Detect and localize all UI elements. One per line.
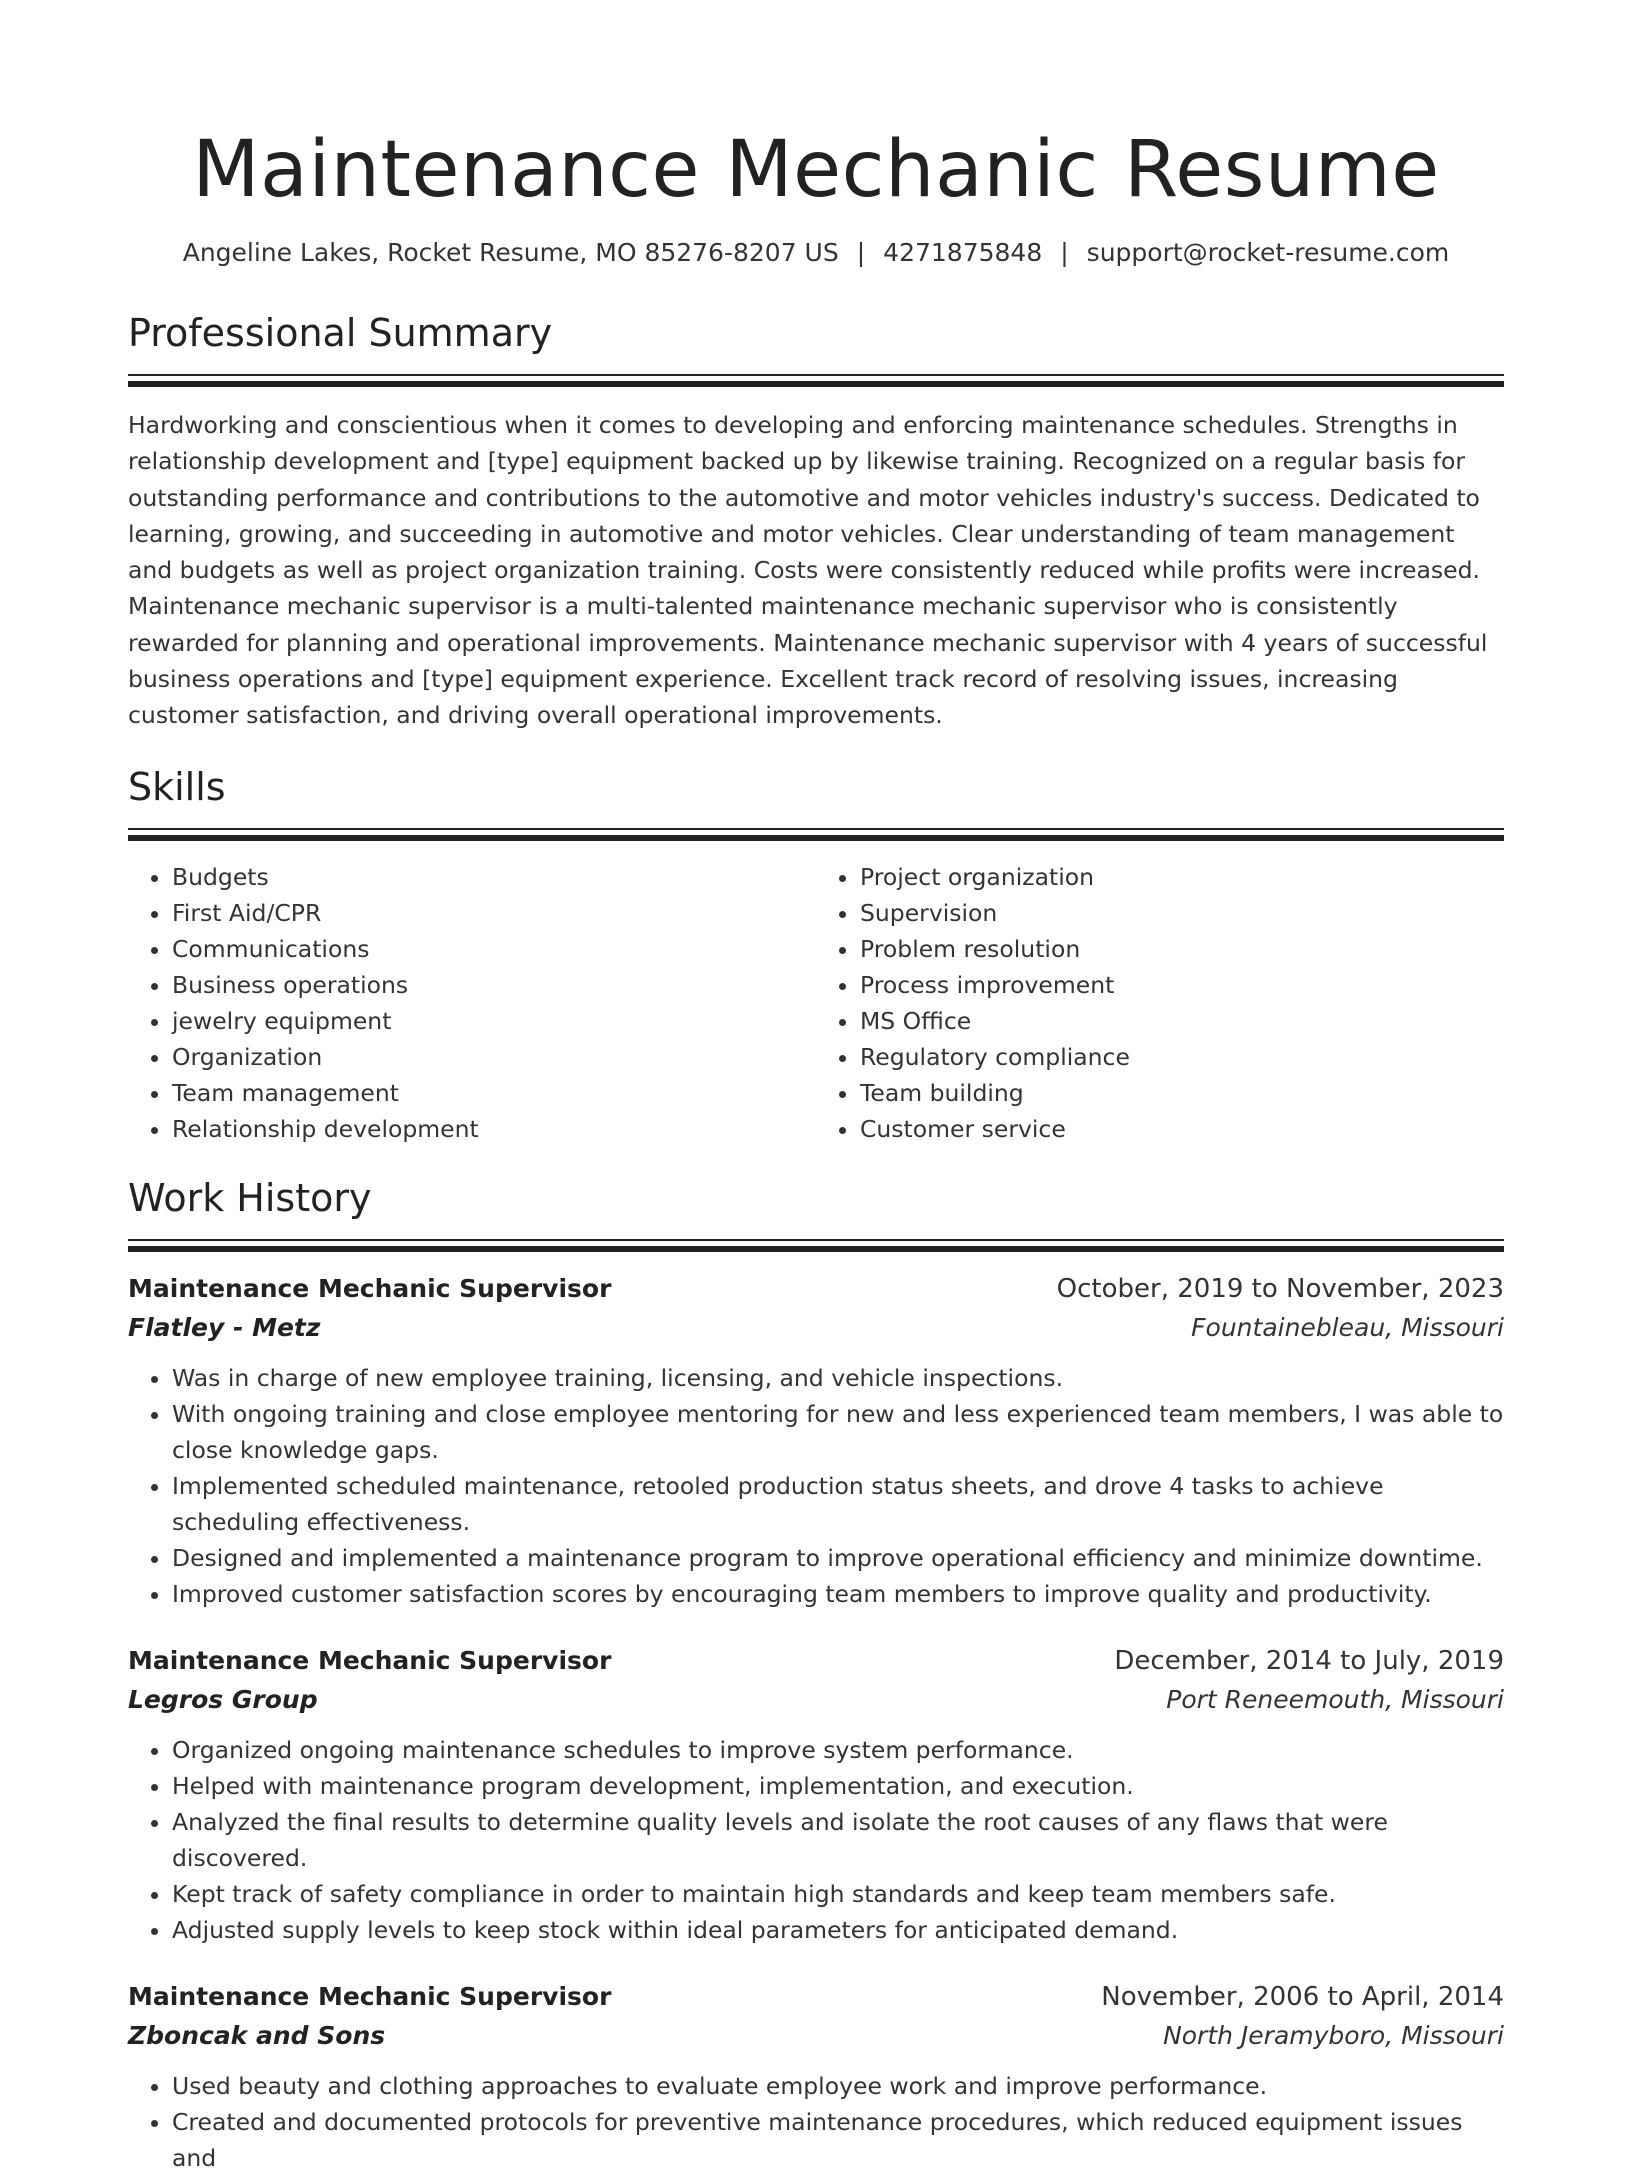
contact-separator: | [1060,238,1069,267]
skills-list-left [128,859,816,1147]
job-header-row [128,1978,1504,2016]
professional-summary-section [128,310,1504,734]
job-title: Maintenance Mechanic Supervisor [128,1645,612,1675]
job-duty: • With ongoing training and close employee mentoring for new and less experienced team members, I was able to close knowledge gaps. [172,1396,1504,1468]
job-company-row [128,2016,1504,2056]
section-divider [128,828,1504,841]
job-duty: • Analyzed the final results to determine quality levels and isolate the root causes of any flaws that were discovered. [172,1804,1504,1876]
job-dates: November, 2006 to April, 2014 [1101,1981,1504,2012]
job-header-row [128,1642,1504,1680]
skill-item: • First Aid/CPR [172,895,816,931]
job-dates: October, 2019 to November, 2023 [1056,1273,1504,1304]
job-location: Fountainebleau, Missouri [1191,1312,1504,1342]
skill-item: • Customer service [860,1111,1504,1147]
section-heading-summary: Professional Summary [128,311,553,355]
contact-email: support@rocket-resume.com [1086,238,1450,267]
contact-line [128,236,1504,270]
skills-section [128,764,1504,1147]
job-duty: • Kept track of safety compliance in order to maintain high standards and keep team members safe. [172,1876,1504,1912]
contact-phone: 4271875848 [883,238,1043,267]
skill-item: • Communications [172,931,816,967]
job-duty: • Adjusted supply levels to keep stock within ideal parameters for anticipated demand. [172,1912,1504,1948]
skill-item: • Process improvement [860,967,1504,1003]
summary-text: Hardworking and conscientious when it comes to developing and enforcing maintenance schedules. Strengths in relationship development and [type] equipment backed up by likewise training. Recognized on a regular basis for outstanding performance and contributions to the automotive and motor vehicles industry's success. Dedicated to learning, growing, and succeeding in automotive and motor vehicles. Clear understanding of team management and budgets as well as project organization training. Costs were consistently reduced while profits were increased. Maintenance mechanic supervisor is a multi-talented maintenance mechanic supervisor who is consistently rewarded for planning and operational improvements. Maintenance mechanic supervisor with 4 years of successful business operations and [type] equipment experience. Excellent track record of resolving issues, increasing customer satisfaction, and driving overall operational improvements. [128,411,1488,730]
work-history-section [128,1175,1504,2176]
job-duty: • Organized ongoing maintenance schedules to improve system performance. [172,1732,1504,1768]
job-header-row [128,1270,1504,1308]
skill-item: • Problem resolution [860,931,1504,967]
resume-title: Maintenance Mechanic Resume [192,125,1440,215]
section-divider [128,374,1504,387]
job-company-row [128,1308,1504,1348]
job-duty: • Was in charge of new employee training, licensing, and vehicle inspections. [172,1360,1504,1396]
skill-item: • Supervision [860,895,1504,931]
job-title: Maintenance Mechanic Supervisor [128,1981,612,2011]
skills-columns [128,859,1504,1147]
job-duties-list [128,1360,1504,1612]
skill-item: • Business operations [172,967,816,1003]
skill-item: • Organization [172,1039,816,1075]
job-duty: • Designed and implemented a maintenance program to improve operational efficiency and minimize downtime. [172,1540,1504,1576]
job-company-row [128,1680,1504,1720]
resume-page [128,0,1504,2176]
skill-item: • Regulatory compliance [860,1039,1504,1075]
skill-item: • Team building [860,1075,1504,1111]
skill-item: • Project organization [860,859,1504,895]
contact-separator: | [856,238,866,267]
skill-item: • Team management [172,1075,816,1111]
section-heading-work: Work History [128,1175,372,1220]
section-divider [128,1239,1504,1252]
job-entry [128,1642,1504,1948]
job-duty: • Created and documented protocols for preventive maintenance procedures, which reduced equipment issues and [172,2104,1504,2176]
skill-item: • jewelry equipment [172,1003,816,1039]
job-duties-list [128,2068,1504,2176]
job-location: North Jeramyboro, Missouri [1163,2020,1504,2050]
job-entry [128,1978,1504,2176]
job-duty: • Used beauty and clothing approaches to evaluate employee work and improve performance. [172,2068,1504,2104]
skill-item: • Budgets [172,859,816,895]
job-entry [128,1270,1504,1612]
job-location: Port Reneemouth, Missouri [1166,1684,1504,1714]
job-title: Maintenance Mechanic Supervisor [128,1273,612,1303]
contact-address: Angeline Lakes, Rocket Resume, MO 85276-8207 US [182,238,839,267]
job-company: Legros Group [128,1684,318,1714]
skill-item: • MS Office [860,1003,1504,1039]
job-duty: • Improved customer satisfaction scores by encouraging team members to improve quality and productivity. [172,1576,1504,1612]
skill-item: • Relationship development [172,1111,816,1147]
job-company: Zboncak and Sons [128,2020,386,2050]
skills-list-right [816,859,1504,1147]
section-heading-skills: Skills [128,764,226,809]
job-duty: • Helped with maintenance program development, implementation, and execution. [172,1768,1504,1804]
job-company: Flatley - Metz [128,1312,321,1342]
job-duties-list [128,1732,1504,1948]
job-dates: December, 2014 to July, 2019 [1114,1645,1504,1676]
job-duty: • Implemented scheduled maintenance, retooled production status sheets, and drove 4 tasks to achieve scheduling effectiveness. [172,1468,1504,1540]
